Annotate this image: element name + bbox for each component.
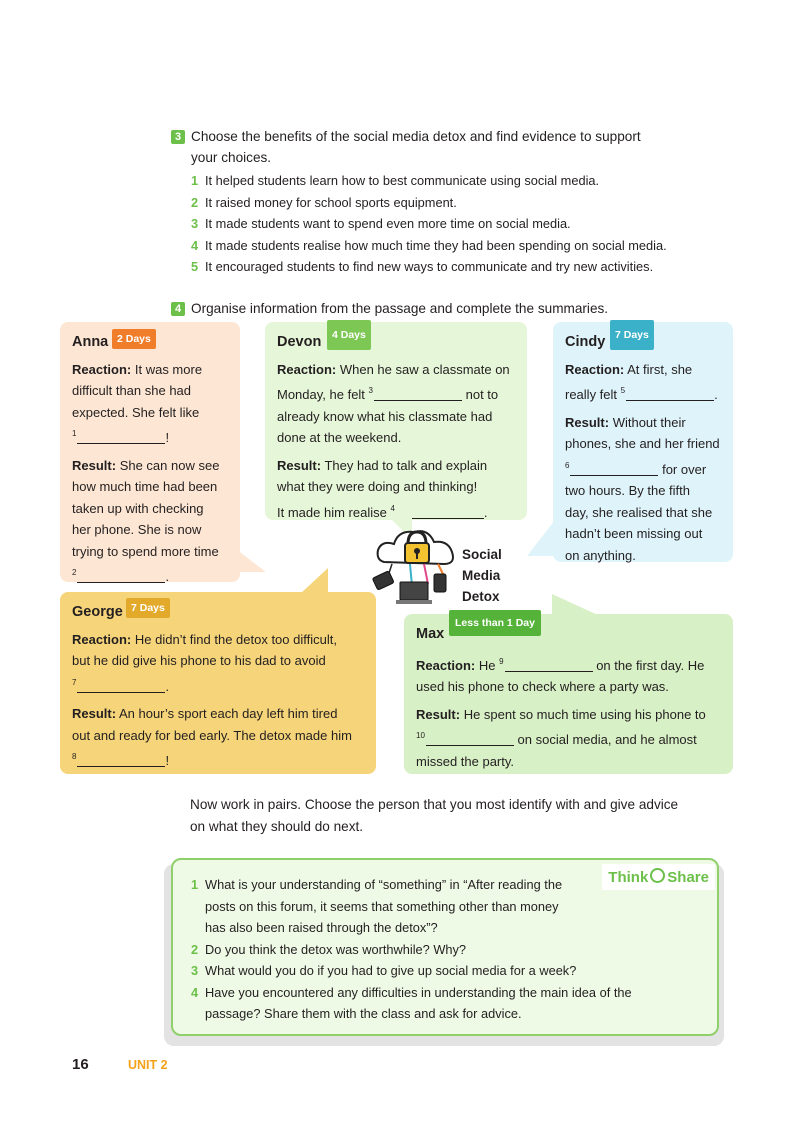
card-name: Cindy	[565, 334, 606, 350]
answer-blank[interactable]	[426, 732, 514, 746]
answer-blank[interactable]	[374, 387, 462, 401]
list-item: 2 It raised money for school sports equipment.	[191, 194, 457, 210]
list-item: 3 What would you do if you had to give up social media for a week?	[191, 963, 577, 978]
cloud-lock-devices-icon	[372, 520, 462, 610]
task-3-number: 3	[171, 130, 185, 144]
answer-blank[interactable]	[77, 679, 165, 693]
answer-blank[interactable]	[570, 462, 658, 476]
social-media-detox-graphic	[372, 520, 532, 610]
task-3	[171, 126, 731, 278]
blank-number: 7	[72, 677, 77, 687]
unit-label: UNIT 2	[128, 1058, 168, 1072]
duration-badge: 2 Days	[112, 329, 156, 349]
duration-badge: Less than 1 Day	[449, 610, 541, 636]
duration-badge: 4 Days	[327, 320, 371, 350]
blank-number: 4	[390, 503, 395, 513]
blank-number: 8	[72, 752, 77, 761]
page-number: 16	[72, 1056, 89, 1073]
list-item-cont: posts on this forum, it seems that something other than money	[205, 898, 559, 914]
list-item: 2 Do you think the detox was worthwhile? Why?	[191, 941, 467, 957]
answer-blank[interactable]	[77, 430, 165, 444]
lightbulb-icon	[650, 868, 665, 883]
task-3-instruction: 3 Choose the benefits of the social media detox and find evidence to support	[171, 126, 731, 147]
duration-badge: 7 Days	[126, 598, 170, 618]
anna-tail	[232, 546, 266, 572]
think-share-questions	[191, 874, 632, 1025]
detox-label: Social Media Detox	[462, 547, 502, 604]
answer-blank[interactable]	[505, 658, 593, 672]
blank-number: 6	[565, 460, 570, 470]
task-4-instruction: 4 Organise information from the passage and complete the summaries.	[171, 298, 731, 319]
blank-number: 5	[620, 386, 626, 395]
blank-number: 9	[499, 656, 504, 666]
list-item: 3 It made students want to spend even more time on social media.	[191, 216, 571, 231]
list-item-cont: has also been raised through the detox”?	[205, 920, 438, 935]
card-name: Anna	[72, 334, 109, 350]
card-anna: Anna 2 Days Reaction: It was more difficult than she had expected. She felt like $^1$ ! Result: She can now see how much time had been taken up with checking her phone. She is now trying to spend more time $^2$ .	[60, 322, 240, 582]
card-max: Max Less than 1 Day Reaction: He $^9$ on the first day. He used his phone to check where a party was. Result: He spent so much time using his phone to $^{10}$ on social media, and he almost missed the party.	[404, 614, 733, 774]
list-item-cont: passage? Share them with the class and ask for advice.	[205, 1006, 522, 1021]
blank-number: 10	[416, 731, 425, 740]
card-name: George	[72, 604, 123, 620]
card-george: George 7 Days Reaction: He didn’t find the detox too difficult, but he did give his phone to his dad to avoid $^7$ . Result: An hour’s sport each day left him tired out and ready for bed early. The detox made him $^8$ !	[60, 592, 376, 774]
answer-blank[interactable]	[77, 569, 165, 583]
answer-blank[interactable]	[626, 387, 714, 401]
task-3-instruction-cont: your choices.	[191, 150, 272, 165]
card-name: Max	[416, 626, 445, 642]
answer-blank[interactable]	[77, 753, 165, 767]
list-item: 1 What is your understanding of “something” in “After reading the	[191, 877, 563, 892]
list-item: 1 It helped students learn how to best communicate using social media.	[191, 173, 600, 188]
task-3-options	[171, 170, 731, 278]
card-cindy: Cindy 7 Days Reaction: At first, she really felt $^5$ . Result: Without their phones, she and her friend $^6$ for over two hours. By the fifth day, she realised that she hadn’t been missing out on anything.	[553, 322, 733, 562]
pair-work-instruction: Now work in pairs. Choose the person that you most identify with and give advice on what they should do next.	[190, 797, 679, 834]
answer-blank[interactable]	[396, 505, 484, 519]
duration-badge: 7 Days	[610, 320, 654, 350]
task-4-number: 4	[171, 302, 185, 316]
max-tail	[552, 594, 600, 616]
george-tail	[300, 568, 328, 594]
blank-number: 3	[368, 386, 373, 395]
card-name: Devon	[277, 334, 322, 350]
blank-number: 2	[72, 568, 77, 577]
card-devon: Devon 4 Days Reaction: When he saw a classmate on Monday, he felt $^3$ not to already know what his classmate had done at the weekend. Result: They had to talk and explain what they were doing and thinking! It made him realise $^4$ .	[265, 322, 527, 520]
list-item: 4 It made students realise how much time they had been spending on social media.	[191, 237, 667, 253]
blank-number: 1	[72, 429, 77, 438]
think-share-logo: Think Share	[598, 864, 715, 890]
list-item: 5 It encouraged students to find new ways to communicate and try new activities.	[191, 259, 654, 274]
list-item: 4 Have you encountered any difficulties in understanding the main idea of the	[191, 984, 632, 1000]
think-share-box	[171, 858, 719, 1036]
